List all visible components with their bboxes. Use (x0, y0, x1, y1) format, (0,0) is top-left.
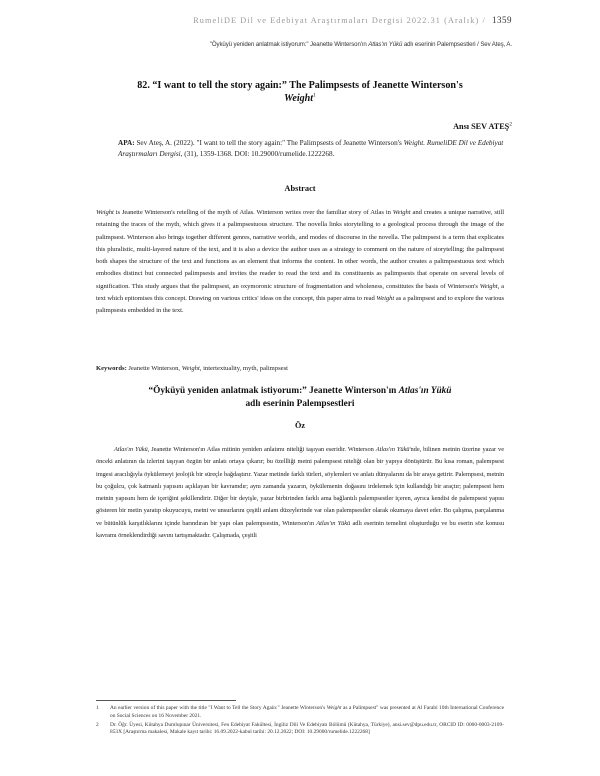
footnote (96, 705, 504, 721)
footnote-number: 1 (96, 705, 99, 711)
keywords-post: , intertextuality, myth, palimpsest (199, 365, 288, 372)
journal-header (193, 15, 512, 25)
keywords-italic: Weight (181, 365, 200, 372)
running-head-pre: "Öyküyü yeniden anlatmak istiyorum:" Jeanette Winterson'ın (209, 41, 369, 48)
oz-italic-1: Atlas'ın Yükü (114, 446, 148, 453)
oz-text-2: 'nde, bilinen metnin üzerine yazar ve önceki anlatının da izlerini taşıyan özgün bir anlatı ortaya çıkarır; bu özellliği metni palempsest niteliği olan bir yapıya dönüştürür. Bu kısa roman, palempsest imgesi aracılığıyla öykülemeyi jeolojik bir süreçle bağdaştırır. Yazar metinde farklı türleri, söylemleri ve anlatı dünyalarını da bir araya getirir. Palempsest, metnin bu çoğulcu, çok katmanlı yapısını açıklayan bir kavramdır; aynı zamanda yazarın, öykülemenin doğasını irdelemek için kullandığı bir araçtır; palempsest hem metnin yapısını hem de içeriğini şekillendirir. Diğer bir deyişle, yazar birbirinden farklı ama bağlantılı palempsestler içeren, ayrıca kendisi de palempsest yapısı gösteren bir metin yaratıp okuyucuyu, metni ve unsurlarını çeşitli anlam düzeylerinde var olan palempsestler olarak okumaya davet eder. Bu çalışma, parçalanma ve bütünlük karşıtlıklarını içinde barındıran bir yapı olan palempsestin, Winterson'ın (96, 446, 504, 527)
abstract-heading: Abstract (284, 184, 316, 193)
oz-body (96, 444, 504, 542)
oz-italic-3: Atlas'ın Yükü (316, 519, 351, 527)
abstract-text-2: and creates a unique narrative, still retaining the traces of the myth, which gives it a palimpsestuous structure. The novella links storytelling to a geological process through the image of the palimpsest. Winterson also brings together different genres, narrative worlds, and modes of discourse in the novella. The palimpsest is a term that explicates this pluralistic, multi-layered nature of the text, and it is also a device the author uses as a strategy to comment on the nature of storytelling; the palimpsest both shapes the structure of the text and functions as an element that informs the content. In other words, the author creates a palimpsestuous text which embodies distinct but connected palimpsests and invites the reader to read the text and its constituents as palimpsests that operate on several levels of signification. This study argues that the palimpsest, an oxymoronic structure of fragmentation and wholeness, constitutes the basis of Winterson's (96, 209, 505, 290)
abstract-text-3: , a text which epitomises this concept. Drawing on various critics' ideas on the concept, this paper aims to read (96, 282, 504, 303)
article-title-text: 82. “I want to tell the story again:” The Palimpsests of Jeanette Winterson's (137, 80, 463, 91)
author-name (453, 122, 512, 131)
oz-text-3: adlı eserinin temelini oluşturduğu ve bu eserin söz konusu kavramı örneklendirdiği savını tartışmaktadır. Çalışmada, çeşitli (96, 519, 504, 540)
abstract-text-4: as a palimpsest and to explore the various palimpsests embedded in the text. (96, 295, 504, 315)
footnote-italic: Weight (326, 705, 342, 711)
running-head-post: adlı eserinin Palempsestleri / Sev Ateş, A. (402, 41, 512, 48)
oz-italic-2: Atlas'ın Yükü (375, 446, 410, 453)
apa-text-1: Sev Ateş, A. (2022). "I want to tell the story again:" The Palimpsests of Jeanette Winterson's (134, 139, 404, 147)
article-title (96, 79, 504, 105)
abstract-italic-3: Weight (479, 282, 498, 290)
keywords (96, 365, 504, 372)
keywords-label: Keywords: (96, 365, 127, 372)
apa-text-2: (31), 1359-1368. DOI: 10.29000/rumelide.1222268. (182, 150, 335, 159)
footnotes (96, 705, 504, 738)
running-head-italic: Atlas'ın Yükü (368, 41, 403, 48)
header-separator: / (482, 16, 486, 25)
footnote-divider (96, 700, 236, 701)
footnote-number: 2 (96, 721, 99, 728)
abstract-italic-4: Weight (376, 295, 395, 303)
footnote (96, 722, 504, 738)
turkish-title-2: adlı eserinin Palempsestleri (245, 398, 355, 409)
author-footnote-mark[interactable]: 2 (509, 121, 512, 128)
author-name-text: Ansı SEV ATEŞ (453, 122, 510, 131)
oz-text-1: , Jeanette Winterson'ın Atlas mitinin yeniden anlatımı niteliği taşıyan eseridir. Winterson (147, 446, 376, 453)
apa-citation (118, 138, 511, 160)
running-head (210, 41, 512, 48)
footnote-post: as a Palimpsest" was presented at Al Farabi 10th International Conference on Social Sciences on 16 November 2021. (110, 705, 504, 719)
footnote-pre: An earlier version of this paper with the title "I Want to Tell the Story Again:" Jeanette Winterson's (110, 705, 327, 711)
apa-text-italic: Weight. RumeliDE Dil ve Edebiyat Araştırmaları Dergisi, (118, 139, 504, 159)
turkish-title (96, 385, 504, 410)
apa-label: APA: (118, 139, 135, 147)
page-number: 1359 (492, 15, 512, 25)
turkish-title-italic: Atlas'ın Yükü (398, 386, 452, 396)
abstract-body (96, 207, 504, 318)
abstract-italic-1: Weight (96, 209, 114, 216)
abstract-italic-2: Weight (392, 209, 411, 216)
keywords-pre: Jeanette Winterson, (126, 365, 182, 372)
title-footnote-mark[interactable]: 1 (313, 92, 316, 99)
turkish-title-1: “Öyküyü yeniden anlatmak istiyorum:” Jeanette Winterson'ın (148, 386, 399, 396)
footnote-pre: Dr. Öğr. Üyesi, Kütahya Dumlupınar Üniversitesi, Fen Edebiyat Fakültesi, İngiliz Dili Ve Edebiyatı Bölümü (Kütahya, Türkiye), ansi.sev@dpu.edu.tr, ORCID ID: 0000-0003-2109-853X [Araştırma makalesi, Makale kayıt tarihi: 16.09.2022-kabul tarihi: 20.12.2022; DOI: 10.29000/rumelide.1222268] (110, 721, 504, 736)
oz-heading: Öz (294, 421, 305, 430)
article-title-italic: Weight (284, 93, 314, 104)
abstract-text-1: is Jeanette Winterson's retelling of the myth of Atlas. Winterson writes over the familiar story of Atlas in (113, 209, 393, 216)
journal-name: RumeliDE Dil ve Edebiyat Araştırmaları Dergisi 2022.31 (Aralık) (193, 16, 480, 25)
